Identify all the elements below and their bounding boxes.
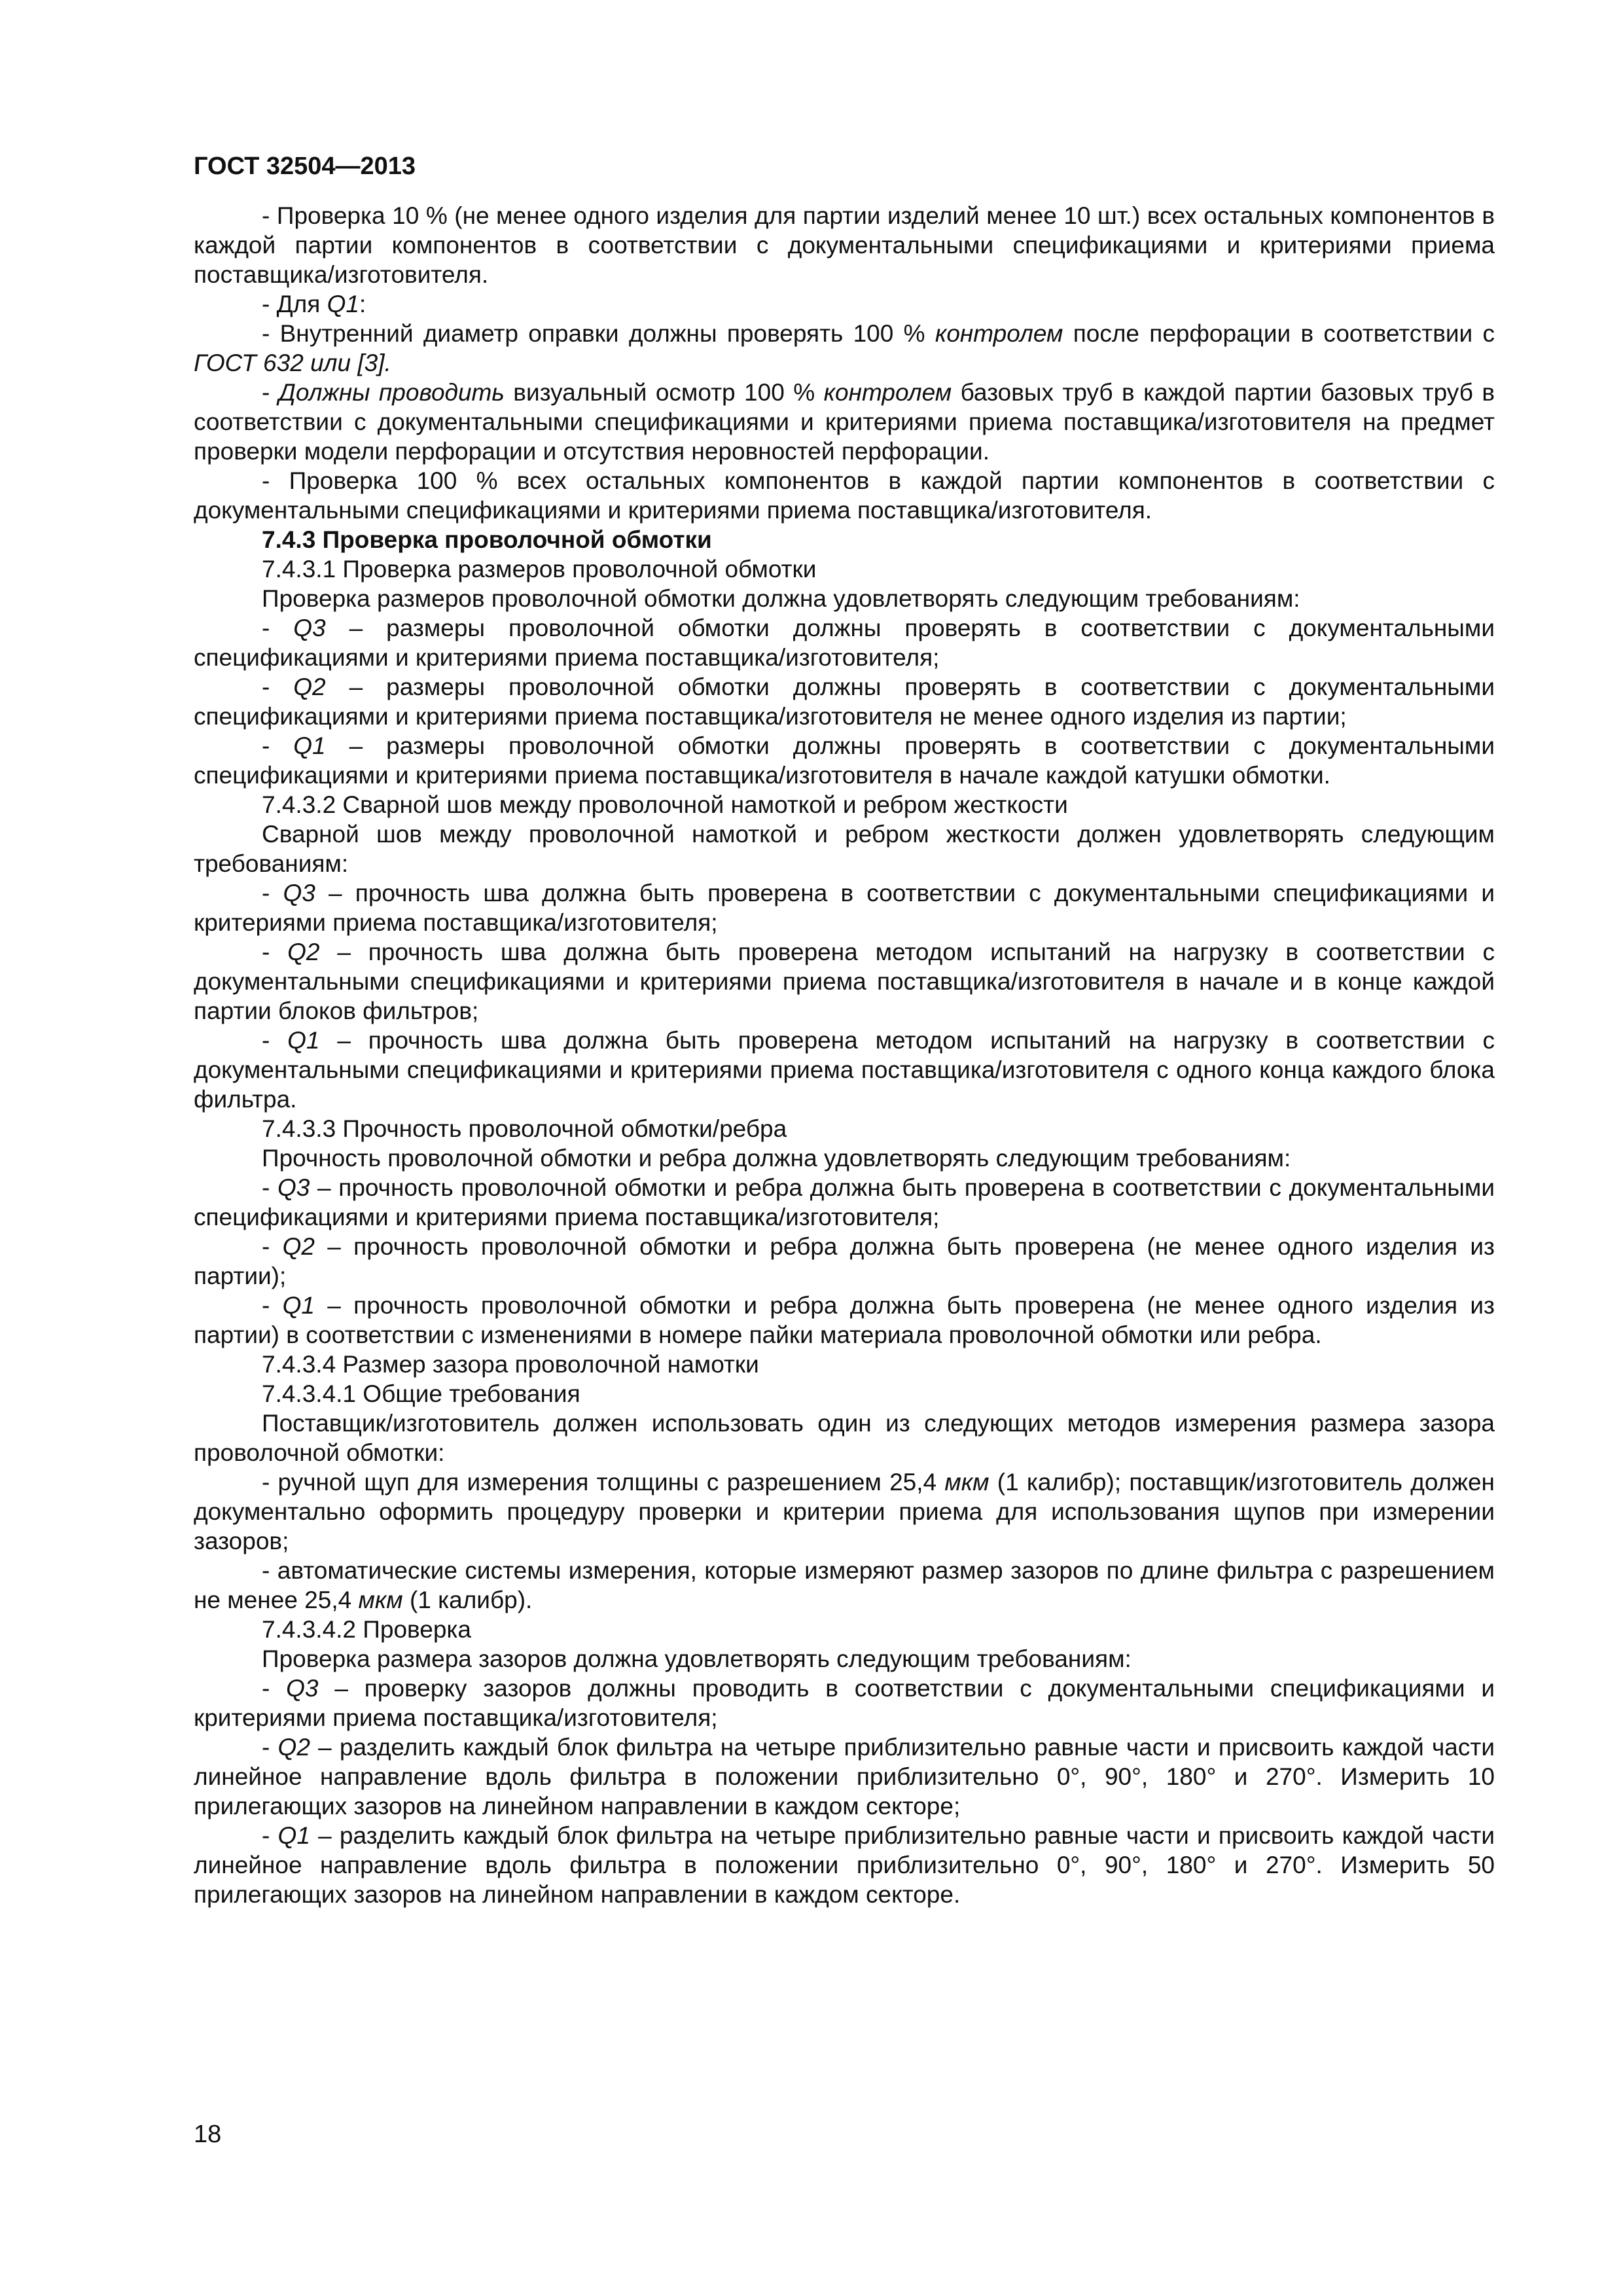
paragraph: Сварной шов между проволочной намоткой и ребром жесткости должен удовлетворять следующим требованиям: [194,821,1495,877]
paragraph: - Q3 – прочность шва должна быть проверена в соответствии с документальными спецификациями и критериями приема поставщика/изготовителя; [194,880,1495,936]
paragraph: - Q1 – разделить каждый блок фильтра на четыре приблизительно равные части и присвоить каждой части линейное направление вдоль фильтра в положении приблизительно 0°, 90°, 180° и 270°. Измерить 50 прилегающих зазоров на линейном направлении в каждом секторе. [194,1822,1495,1908]
paragraph: - ручной щуп для измерения толщины с разрешением 25,4 мкм (1 калибр); поставщик/изготовитель должен документально оформить процедуру проверки и критерии приема для использования щупов при измерении зазоров; [194,1469,1495,1554]
paragraph: - Для Q1: [262,291,366,317]
page-number: 18 [194,2121,222,2148]
paragraph: - Q1 – прочность проволочной обмотки и ребра должна быть проверена (не менее одного изделия из партии) в соответствии с изменениями в номере пайки материала проволочной обмотки или ребра. [194,1292,1495,1348]
paragraph: - Q1 – прочность шва должна быть проверена методом испытаний на нагрузку в соответствии с документальными спецификациями и критериями приема поставщика/изготовителя с одного конца каждого блока фильтра. [194,1027,1495,1113]
paragraph: 7.4.3.4.2 Проверка [262,1616,472,1643]
paragraph: - Проверка 100 % всех остальных компонентов в каждой партии компонентов в соответствии с документальными спецификациями и критериями приема поставщика/изготовителя. [194,467,1495,524]
paragraph: Прочность проволочной обмотки и ребра должна удовлетворять следующим требованиям: [262,1145,1291,1172]
paragraph: - Q2 – прочность проволочной обмотки и ребра должна быть проверена (не менее одного изделия из партии); [194,1233,1495,1289]
paragraph: - Должны проводить визуальный осмотр 100 % контролем базовых труб в каждой партии базовых труб в соответствии с документальными спецификациями и критериями приема поставщика/изготовителя на предмет проверки модели перфорации и отсутствия неровностей перфорации. [194,379,1495,465]
document-header: ГОСТ 32504—2013 [194,152,416,180]
paragraph: Проверка размера зазоров должна удовлетворять следующим требованиям: [262,1645,1132,1672]
paragraph: - Q3 – прочность проволочной обмотки и ребра должна быть проверена в соответствии с документальными спецификациями и критериями приема поставщика/изготовителя; [194,1174,1495,1230]
paragraph: - Q3 – проверку зазоров должны проводить в соответствии с документальными спецификациями и критериями приема поставщика/изготовителя; [194,1675,1495,1731]
document-body [194,201,1495,1909]
paragraph: 7.4.3.2 Сварной шов между проволочной намоткой и ребром жесткости [262,791,1068,818]
section-heading: 7.4.3 Проверка проволочной обмотки [262,526,712,553]
paragraph: 7.4.3.3 Прочность проволочной обмотки/ребра [262,1115,787,1142]
paragraph: 7.4.3.4 Размер зазора проволочной намотки [262,1351,759,1378]
paragraph: 7.4.3.4.1 Общие требования [262,1380,580,1407]
paragraph: - Q2 – размеры проволочной обмотки должны проверять в соответствии с документальными спецификациями и критериями приема поставщика/изготовителя не менее одного изделия из партии; [194,673,1495,730]
paragraph: - Проверка 10 % (не менее одного изделия для партии изделий менее 10 шт.) всех остальных компонентов в каждой партии компонентов в соответствии с документальными спецификациями и критериями приема поставщика/изготовителя. [194,202,1495,288]
paragraph: - Q2 – разделить каждый блок фильтра на четыре приблизительно равные части и присвоить каждой части линейное направление вдоль фильтра в положении приблизительно 0°, 90°, 180° и 270°. Измерить 10 прилегающих зазоров на линейном направлении в каждом секторе; [194,1734,1495,1820]
paragraph: - автоматические системы измерения, которые измеряют размер зазоров по длине фильтра с разрешением не менее 25,4 мкм (1 калибр). [194,1557,1495,1613]
paragraph: Поставщик/изготовитель должен использовать один из следующих методов измерения размера зазора проволочной обмотки: [194,1410,1495,1466]
paragraph: 7.4.3.1 Проверка размеров проволочной обмотки [262,556,817,583]
paragraph: Проверка размеров проволочной обмотки должна удовлетворять следующим требованиям: [262,585,1300,612]
paragraph: - Q1 – размеры проволочной обмотки должны проверять в соответствии с документальными спецификациями и критериями приема поставщика/изготовителя в начале каждой катушки обмотки. [194,732,1495,789]
paragraph: - Внутренний диаметр оправки должны проверять 100 % контролем после перфорации в соответствии с ГОСТ 632 или [3]. [194,320,1495,376]
paragraph: - Q3 – размеры проволочной обмотки должны проверять в соответствии с документальными спецификациями и критериями приема поставщика/изготовителя; [194,615,1495,671]
paragraph: - Q2 – прочность шва должна быть проверена методом испытаний на нагрузку в соответствии с документальными спецификациями и критериями приема поставщика/изготовителя в начале и в конце каждой партии блоков фильтров; [194,939,1495,1024]
